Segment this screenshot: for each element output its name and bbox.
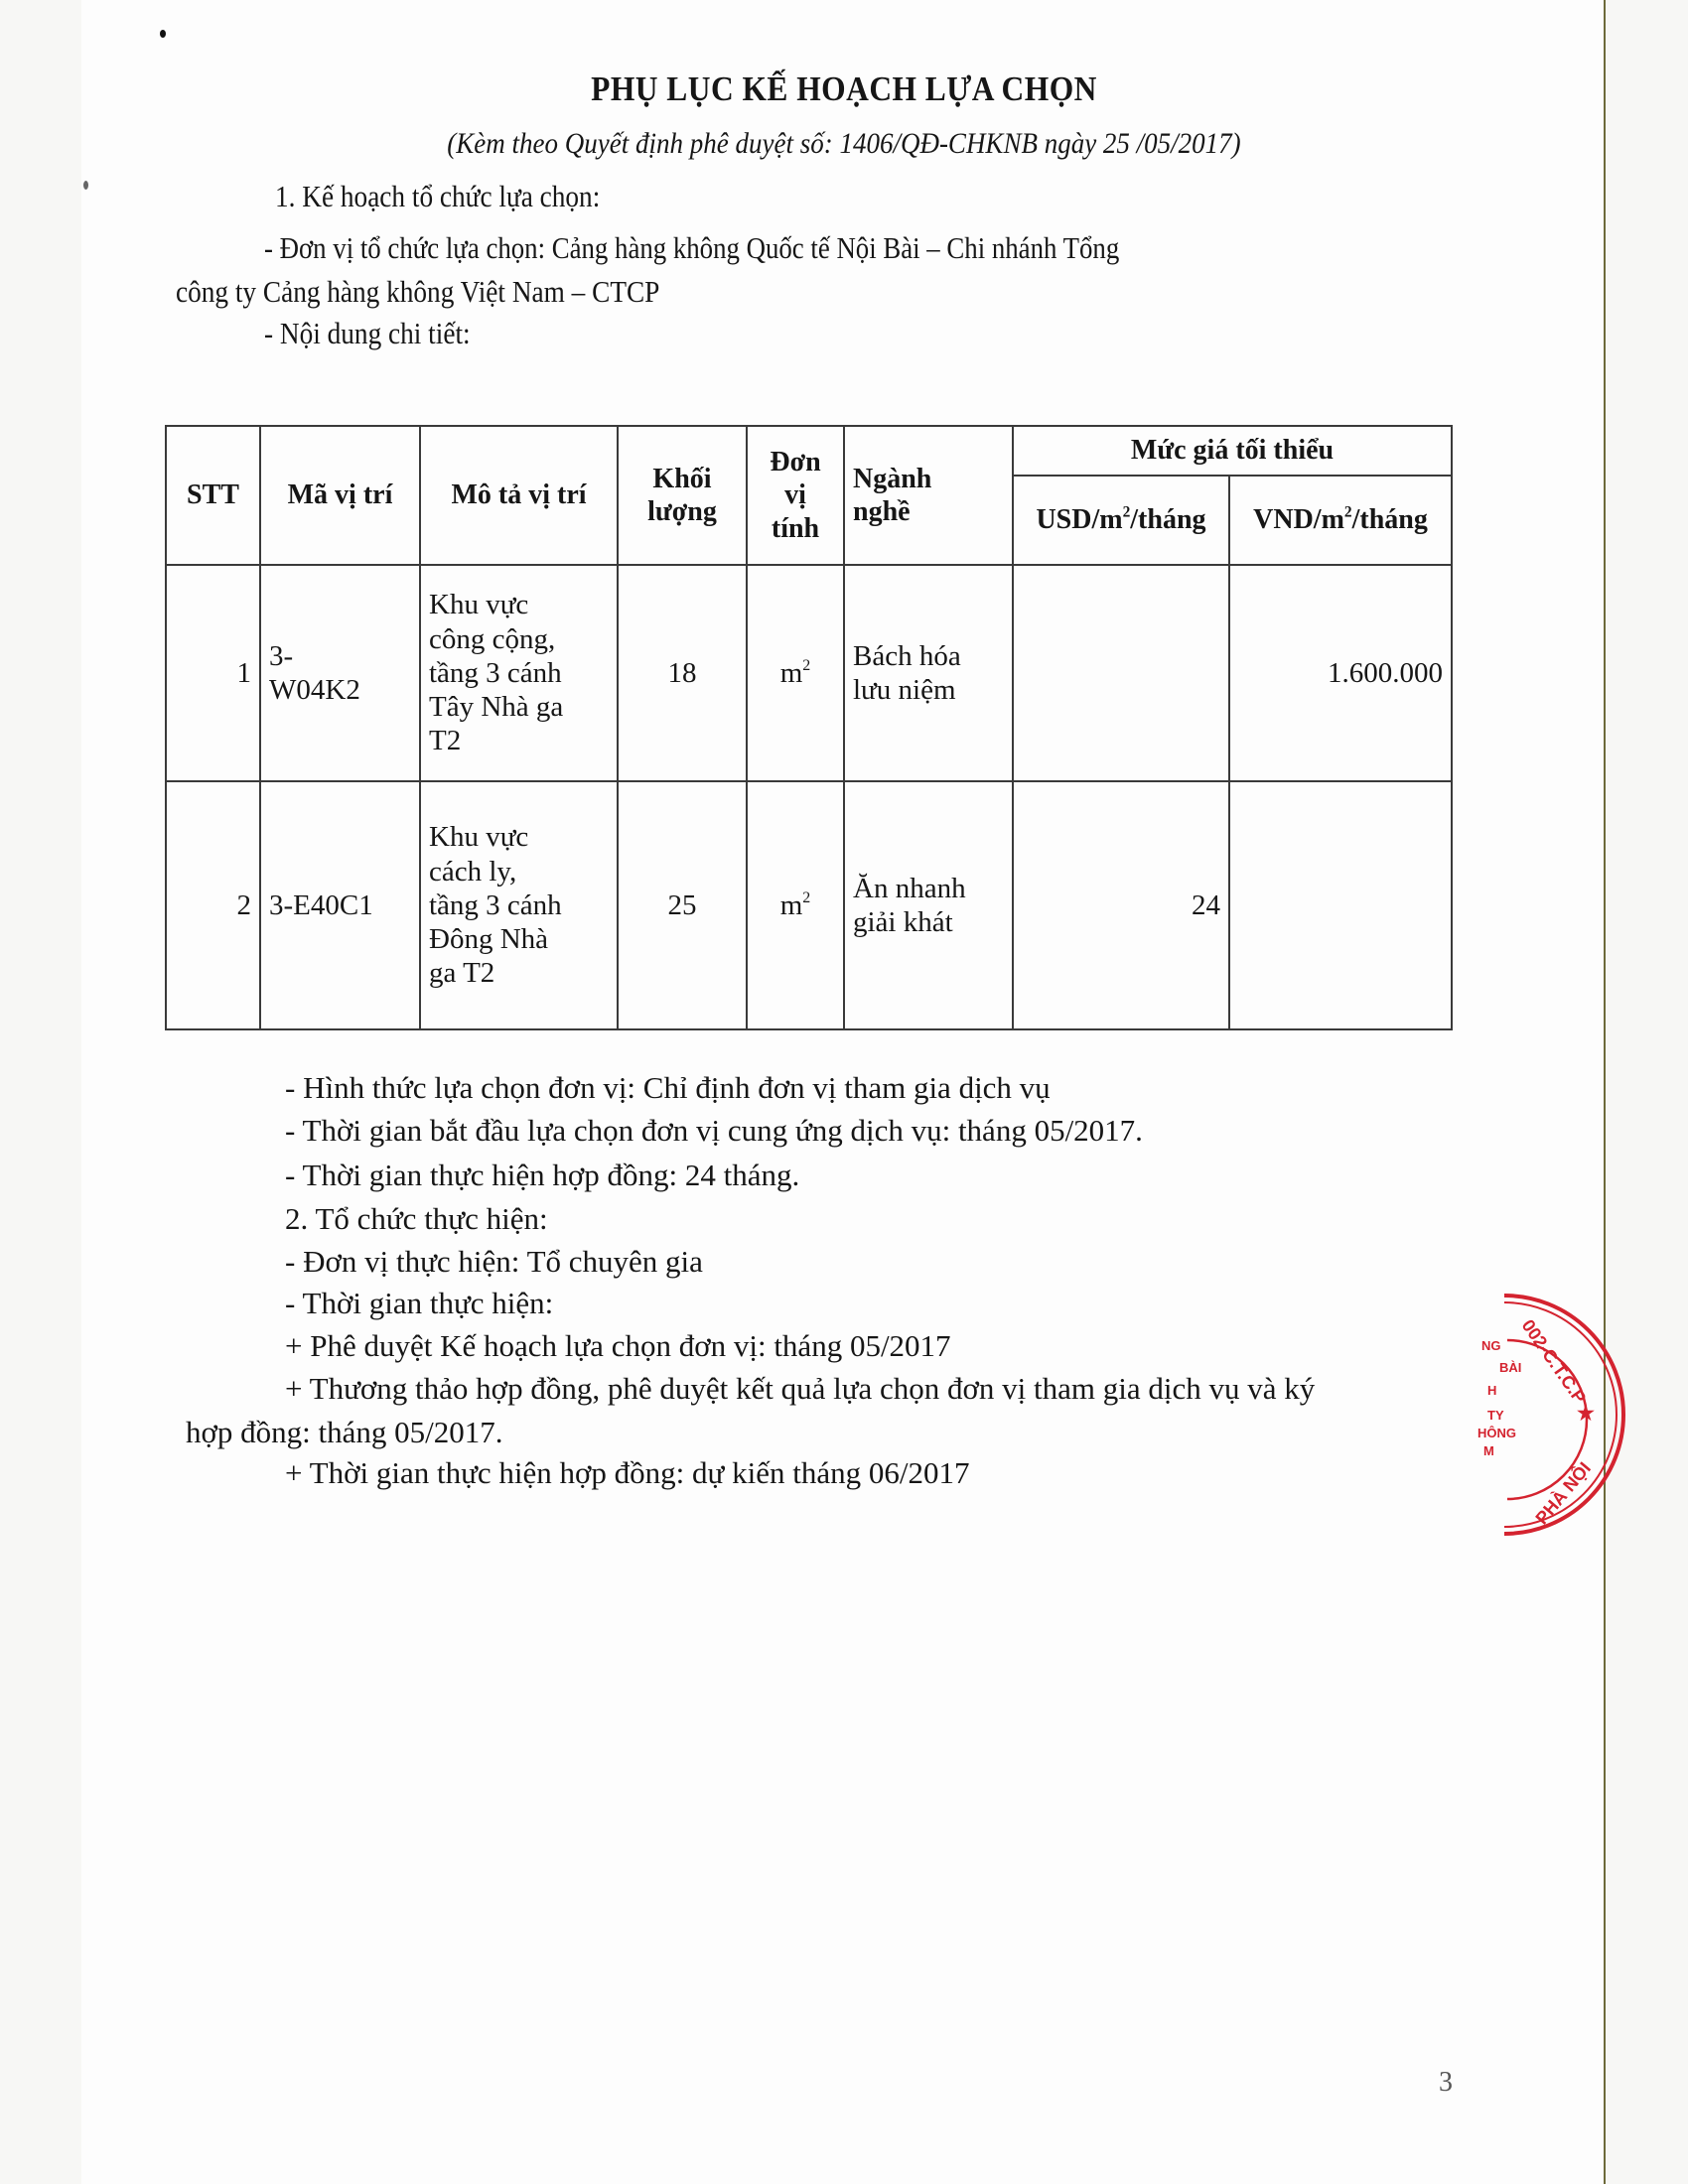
cell-unit: [747, 781, 844, 1029]
header-industry-line1: Ngành: [853, 463, 932, 494]
header-vnd-prefix: VND/m: [1253, 504, 1344, 536]
unit-text: m: [779, 888, 803, 921]
stamp-inner-text: TY: [1487, 1408, 1504, 1423]
cell-stt: 1: [166, 565, 260, 781]
page-number: 3: [1439, 2067, 1453, 2098]
contract-duration-line: - Thời gian thực hiện hợp đồng: 24 tháng.: [285, 1158, 800, 1192]
cell-usd-price: 24: [1013, 781, 1229, 1029]
stamp-inner-text: M: [1483, 1443, 1494, 1458]
cell-industry: [844, 565, 1013, 781]
header-unit-line1: Đơn: [770, 447, 821, 478]
organizer-line-2: công ty Cảng hàng không Việt Nam – CTCP: [176, 274, 660, 309]
step-negotiate-line-1: + Thương thảo hợp đồng, phê duyệt kết quả lựa chọn đơn vị tham gia dịch vụ và ký: [285, 1371, 1316, 1406]
industry-line2: giải khát: [853, 906, 953, 938]
code-line2: W04K2: [269, 674, 360, 706]
stamp-arc-text-top: 002-C.T.C.P: [1517, 1315, 1591, 1408]
section-2-heading: 2. Tổ chức thực hiện:: [285, 1201, 548, 1236]
superscript: 2: [1343, 503, 1352, 521]
table-row: [166, 781, 1452, 1029]
header-stt: STT: [166, 426, 260, 565]
industry-line2: lưu niệm: [853, 674, 956, 706]
step-negotiate-line-2: hợp đồng: tháng 05/2017.: [186, 1415, 503, 1449]
industry-line1: Bách hóa: [853, 639, 961, 672]
industry-line1: Ăn nhanh: [853, 872, 966, 904]
section-1-heading: 1. Kế hoạch tổ chức lựa chọn:: [275, 179, 601, 213]
description-line: Khu vực: [429, 821, 529, 854]
header-quantity: [618, 426, 747, 565]
stamp-inner-text: H: [1487, 1383, 1497, 1398]
stamp-arc-text-bottom: PHÀ NỘI: [1531, 1457, 1596, 1529]
superscript: 2: [802, 888, 811, 906]
stamp-star-icon: ★: [1577, 1403, 1595, 1425]
superscript: 2: [1122, 503, 1131, 521]
step-approve-plan: + Phê duyệt Kế hoạch lựa chọn đơn vị: tháng 05/2017: [285, 1328, 951, 1363]
cell-unit: [747, 565, 844, 781]
red-company-stamp: [1460, 1281, 1638, 1549]
header-usd-prefix: USD/m: [1036, 504, 1123, 536]
scan-speck: [83, 181, 88, 190]
description-line: tầng 3 cánh: [429, 888, 562, 921]
unit-text: m: [779, 656, 803, 689]
cell-location-description: [420, 781, 618, 1029]
header-location-description: Mô tả vị trí: [420, 426, 618, 565]
document-subtitle: (Kèm theo Quyết định phê duyệt số: 1406/QĐ-CHKNB ngày 25 /05/2017): [447, 127, 1241, 160]
description-line: công cộng,: [429, 622, 556, 655]
cell-quantity: 18: [618, 565, 747, 781]
document-title: PHỤ LỤC KẾ HOẠCH LỰA CHỌN: [591, 69, 1097, 108]
stamp-inner-text: NG: [1481, 1338, 1501, 1353]
start-time-line: - Thời gian bắt đầu lựa chọn đơn vị cung ứng dịch vụ: tháng 05/2017.: [285, 1113, 1143, 1148]
step-contract-time: + Thời gian thực hiện hợp đồng: dự kiến tháng 06/2017: [285, 1455, 970, 1490]
header-quantity-line1: Khối: [652, 463, 712, 494]
cell-vnd-price: 1.600.000: [1229, 565, 1452, 781]
description-line: ga T2: [429, 957, 495, 990]
cell-location-description: [420, 565, 618, 781]
scan-speck: [160, 30, 166, 38]
detail-heading: - Nội dung chi tiết:: [264, 316, 471, 350]
cell-quantity: 25: [618, 781, 747, 1029]
cell-industry: [844, 781, 1013, 1029]
cell-location-code: [260, 781, 420, 1029]
cell-usd-price: [1013, 565, 1229, 781]
table-row: [166, 565, 1452, 781]
location-price-table: [165, 425, 1453, 1030]
superscript: 2: [802, 656, 811, 674]
stamp-inner-text: BÀI: [1499, 1360, 1522, 1375]
description-line: T2: [429, 725, 462, 757]
header-location-code: Mã vị trí: [260, 426, 420, 565]
header-per-month: /tháng: [1351, 504, 1428, 536]
description-line: tầng 3 cánh: [429, 656, 562, 689]
description-line: Đông Nhà: [429, 923, 549, 956]
cell-vnd-price: [1229, 781, 1452, 1029]
table-header-row: [166, 426, 1452, 476]
code-line1: 3-E40C1: [269, 888, 373, 921]
header-quantity-line2: lượng: [647, 496, 717, 527]
stamp-inner-text: HÔNG: [1477, 1426, 1516, 1440]
header-industry: [844, 426, 1013, 565]
header-unit: [747, 426, 844, 565]
header-per-month: /tháng: [1130, 504, 1206, 536]
executing-unit-line: - Đơn vị thực hiện: Tổ chuyên gia: [285, 1244, 703, 1279]
header-min-price: Mức giá tối thiểu: [1013, 426, 1452, 476]
code-line1: 3-: [269, 639, 294, 672]
header-unit-line2: vị: [784, 479, 806, 511]
organizer-line-1: - Đơn vị tổ chức lựa chọn: Cảng hàng không Quốc tế Nội Bài – Chi nhánh Tổng: [264, 230, 1120, 265]
description-line: Tây Nhà ga: [429, 691, 564, 724]
header-usd-per-m2-month: [1013, 476, 1229, 565]
cell-location-code: [260, 565, 420, 781]
header-vnd-per-m2-month: [1229, 476, 1452, 565]
header-industry-line2: nghề: [853, 496, 911, 527]
selection-form-line: - Hình thức lựa chọn đơn vị: Chỉ định đơn vị tham gia dịch vụ: [285, 1070, 1051, 1105]
header-unit-line3: tính: [771, 512, 820, 544]
execution-time-line: - Thời gian thực hiện:: [285, 1286, 554, 1320]
description-line: cách ly,: [429, 855, 517, 887]
description-line: Khu vực: [429, 589, 529, 621]
cell-stt: 2: [166, 781, 260, 1029]
